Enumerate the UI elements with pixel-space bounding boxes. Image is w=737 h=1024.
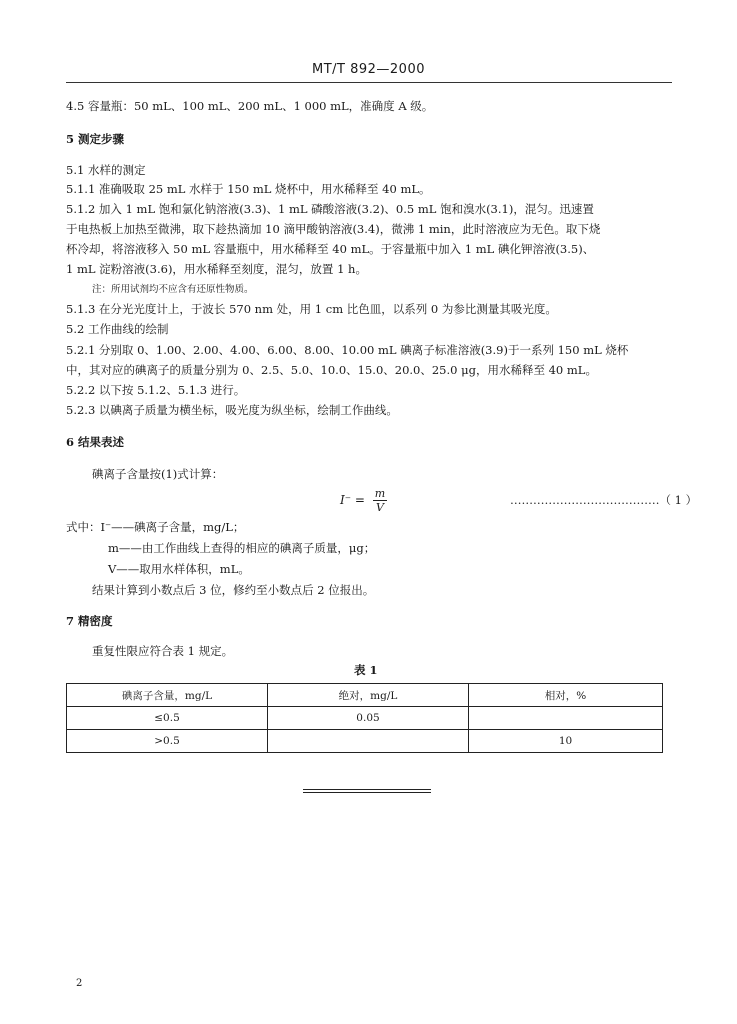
- clause-5-2-1-line-1: 5.2.1 分别取 0、1.00、2.00、4.00、6.00、8.00、10.00 mL 碘离子标准溶液(3.9)于一系列 150 mL 烧杯: [66, 343, 629, 357]
- clause-5-1-3: 5.1.3 在分光光度计上，于波长 570 nm 处，用 1 cm 比色皿，以系列 0 为参比测量其吸光度。: [66, 302, 557, 316]
- formula-lhs: I⁻ =: [340, 493, 365, 507]
- section-6-heading: 6 结果表述: [66, 435, 125, 449]
- clause-5-1-2-line-1: 5.1.2 加入 1 mL 饱和氯化钠溶液(3.3)、1 mL 磷酸溶液(3.2)、0.5 mL 饱和溴水(3.1)，混匀。迅速置: [66, 202, 594, 216]
- table-cell: >0.5: [67, 730, 268, 753]
- table-row: [67, 707, 663, 730]
- formula-fraction: [373, 487, 387, 514]
- clause-5-1-1: 5.1.1 准确吸取 25 mL 水样于 150 mL 烧杯中，用水稀释至 40 mL。: [66, 182, 431, 196]
- clause-4-5: 4.5 容量瓶：50 mL、100 mL、200 mL、1 000 mL，准确度 A 级。: [66, 99, 434, 113]
- clause-5-2-2: 5.2.2 以下按 5.1.2、5.1.3 进行。: [66, 383, 246, 397]
- table-cell: [268, 730, 469, 753]
- precision-intro: 重复性限应符合表 1 规定。: [92, 644, 234, 658]
- formula-denominator: V: [376, 501, 384, 514]
- formula-numerator: m: [374, 487, 386, 500]
- clause-5-1-2-line-2: 于电热板上加热至微沸，取下趁热滴加 10 滴甲酸钠溶液(3.4)，微沸 1 min，此时溶液应为无色。取下烧: [66, 222, 601, 236]
- clause-5-2-1-line-2: 中，其对应的碘离子的质量分别为 0、2.5、5.0、10.0、15.0、20.0、25.0 μg，用水稀释至 40 mL。: [66, 363, 597, 377]
- standard-number-header: MT/T 892—2000: [311, 62, 425, 77]
- header-iodide-content: 碘离子含量，mg/L: [67, 684, 268, 707]
- table-header-row: [67, 684, 663, 707]
- table-row: [67, 730, 663, 753]
- table-cell: ≤0.5: [67, 707, 268, 730]
- end-rule: [303, 789, 431, 790]
- clause-5-2-3: 5.2.3 以碘离子质量为横坐标，吸光度为纵坐标，绘制工作曲线。: [66, 403, 398, 417]
- repeatability-table: [66, 683, 663, 753]
- table-cell: [469, 707, 663, 730]
- clause-5-1-2-line-3: 杯冷却，将溶液移入 50 mL 容量瓶中，用水稀释至 40 mL。于容量瓶中加入 1 mL 碘化钾溶液(3.5)、: [66, 242, 595, 256]
- where-m: m——由工作曲线上查得的相应的碘离子质量，μg；: [108, 541, 376, 555]
- where-i: 式中：I⁻——碘离子含量，mg/L；: [66, 520, 245, 534]
- formula-intro: 碘离子含量按(1)式计算：: [92, 467, 224, 481]
- header-absolute: 绝对，mg/L: [268, 684, 469, 707]
- section-7-heading: 7 精密度: [66, 614, 113, 628]
- clause-5-2: 5.2 工作曲线的绘制: [66, 322, 169, 336]
- table-title: 表 1: [354, 663, 378, 677]
- note-reagents: 注：所用试剂均不应含有还原性物质。: [92, 284, 254, 295]
- clause-5-1-2-line-4: 1 mL 淀粉溶液(3.6)，用水稀释至刻度，混匀，放置 1 h。: [66, 262, 367, 276]
- end-rule-double: [303, 792, 431, 793]
- table-cell: 0.05: [268, 707, 469, 730]
- clause-5-1: 5.1 水样的测定: [66, 163, 146, 177]
- page-number: 2: [76, 978, 83, 989]
- header-relative: 相对，%: [469, 684, 663, 707]
- where-v: V——取用水样体积，mL。: [108, 562, 250, 576]
- table-cell: 10: [469, 730, 663, 753]
- rounding-rule: 结果计算到小数点后 3 位，修约至小数点后 2 位报出。: [92, 583, 375, 597]
- section-5-heading: 5 测定步骤: [66, 132, 125, 146]
- equation-number: …………………………………（ 1 ）: [510, 493, 698, 507]
- header-rule: [66, 82, 672, 83]
- formula-1: [340, 487, 387, 514]
